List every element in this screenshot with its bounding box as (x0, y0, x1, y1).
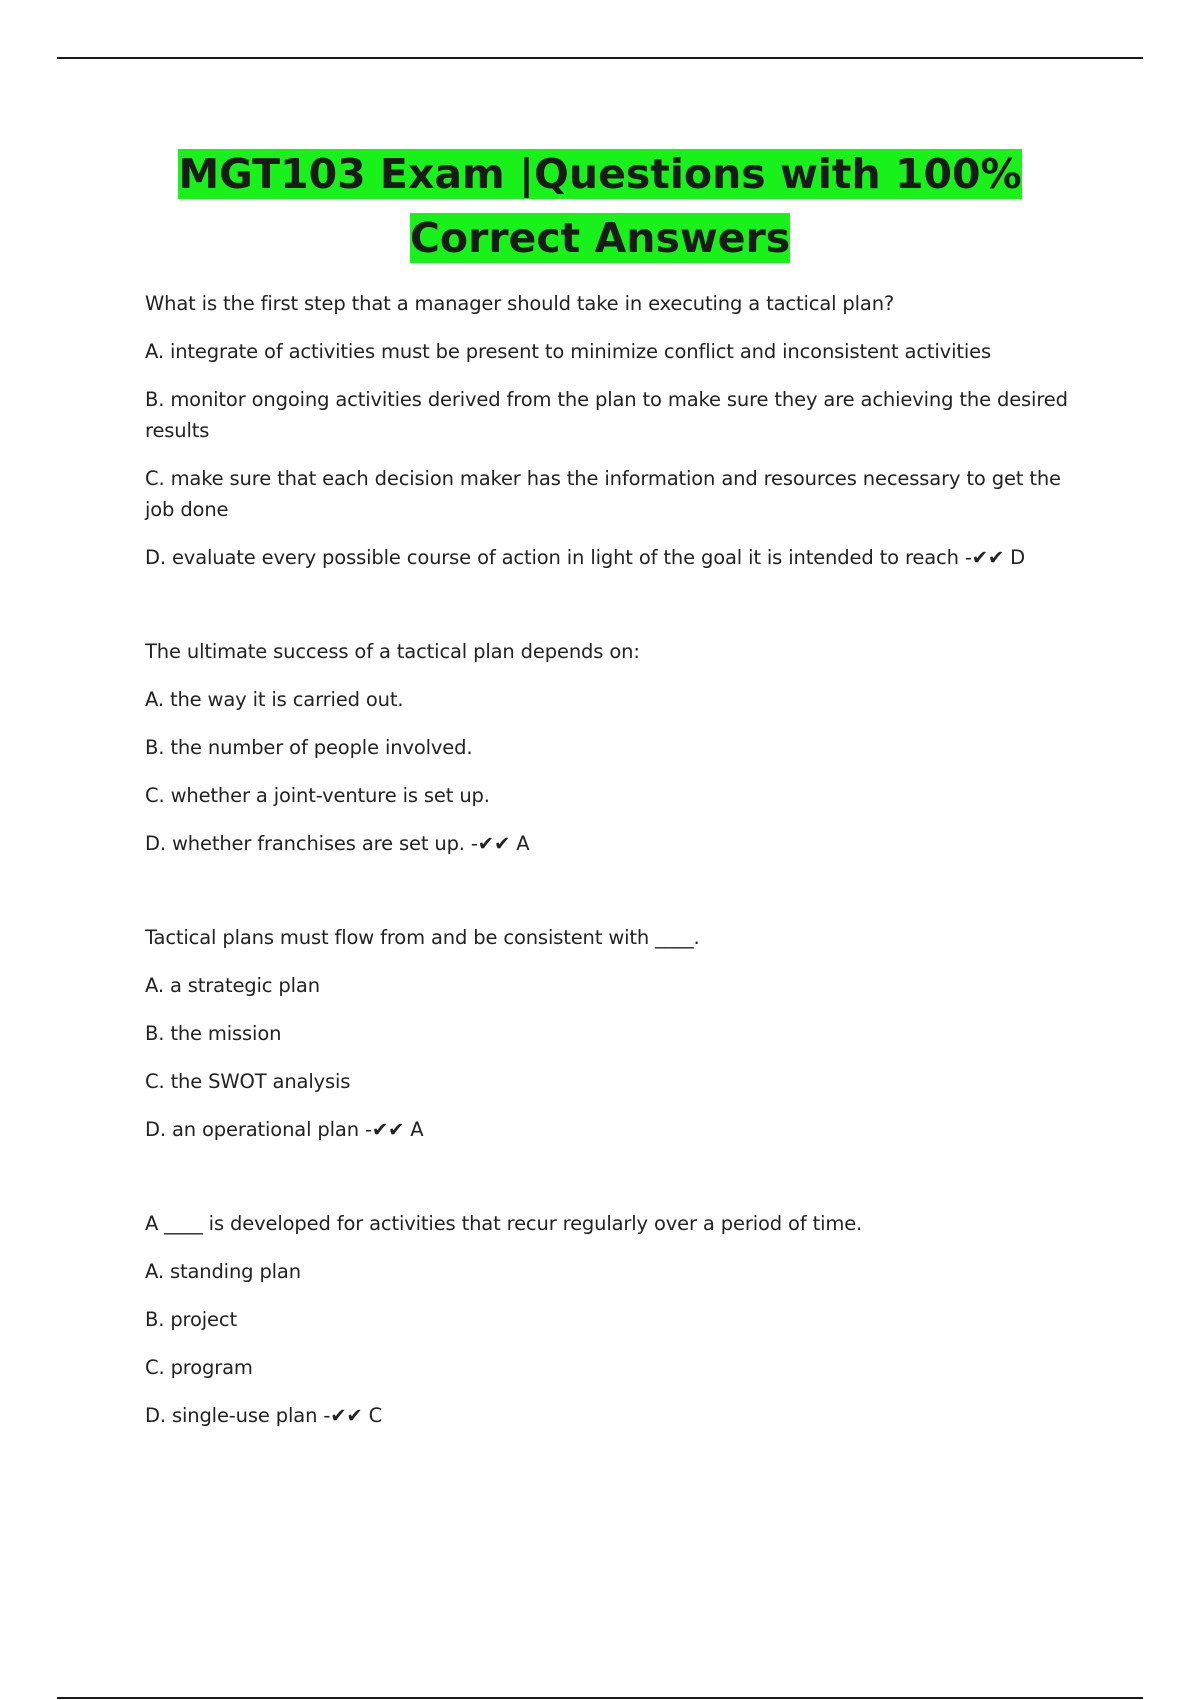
option-b: B. project (145, 1308, 237, 1331)
header-rule (57, 57, 1143, 59)
option-c: C. the SWOT analysis (145, 1070, 351, 1093)
question-text: A ____ is developed for activities that recur regularly over a period of time. (145, 1212, 863, 1235)
option-b: B. the number of people involved. (145, 736, 473, 759)
option-c: C. make sure that each decision maker has the information and resources necessary to get the job done (145, 467, 1061, 521)
option-c: C. program (145, 1356, 253, 1379)
option-b: B. monitor ongoing activities derived from the plan to make sure they are achieving the desired results (145, 388, 1068, 442)
question-3 (145, 922, 1090, 1145)
option-c: C. whether a joint-venture is set up. (145, 784, 490, 807)
option-d-with-answer: D. evaluate every possible course of action in light of the goal it is intended to reach -✔✔ D (145, 546, 1026, 569)
option-d-with-answer: D. whether franchises are set up. -✔✔ A (145, 832, 530, 855)
question-2 (145, 636, 1090, 859)
question-4 (145, 1208, 1090, 1431)
footer-rule (57, 1697, 1143, 1699)
option-d-with-answer: D. an operational plan -✔✔ A (145, 1118, 424, 1141)
question-list (145, 288, 1090, 1494)
question-text: What is the first step that a manager should take in executing a tactical plan? (145, 292, 895, 315)
option-d-with-answer: D. single-use plan -✔✔ C (145, 1404, 383, 1427)
question-1 (145, 288, 1090, 573)
document-title (100, 142, 1100, 270)
option-a: A. standing plan (145, 1260, 301, 1283)
question-text: Tactical plans must flow from and be consistent with ____. (145, 926, 700, 949)
option-a: A. the way it is carried out. (145, 688, 404, 711)
option-a: A. a strategic plan (145, 974, 320, 997)
title-highlight: MGT103 Exam |Questions with 100% Correct Answers (178, 150, 1022, 262)
option-a: A. integrate of activities must be present to minimize conflict and inconsistent activities (145, 340, 991, 363)
option-b: B. the mission (145, 1022, 282, 1045)
question-text: The ultimate success of a tactical plan depends on: (145, 640, 640, 663)
